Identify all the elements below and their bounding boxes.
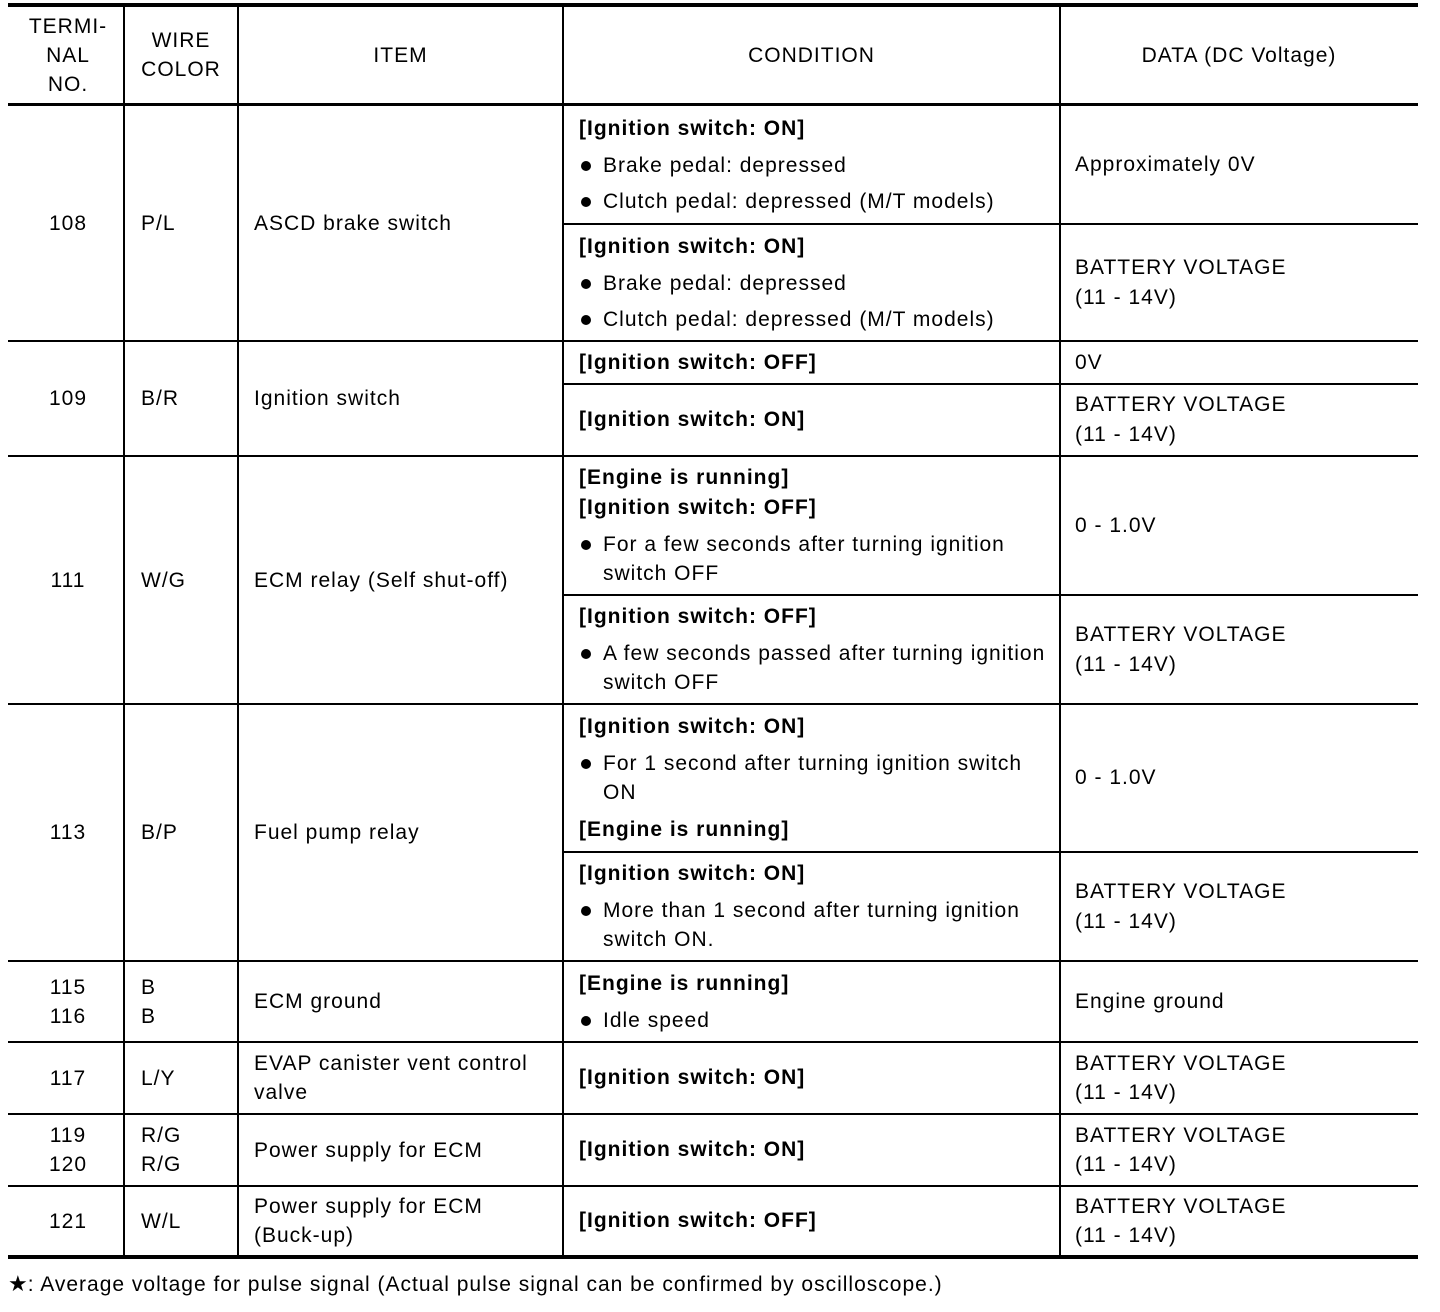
bullet-dot-icon <box>581 1016 591 1026</box>
condition-bullet-text: For 1 second after turning ignition switch ON <box>603 751 1023 804</box>
terminal-no-cell <box>8 106 124 340</box>
wire-color-cell <box>124 962 238 1041</box>
bullet-dot-icon <box>581 315 591 325</box>
condition-heading: [Ignition switch: ON] <box>579 408 806 431</box>
wire-color: W/G <box>141 568 186 592</box>
terminal-no: 119 <box>49 1124 87 1147</box>
bullet-dot-icon <box>581 759 591 769</box>
data-value: 0V <box>1075 350 1103 374</box>
data-cell <box>1060 1043 1418 1113</box>
item-name: ECM ground <box>254 990 382 1013</box>
wire-color: P/L <box>141 211 176 235</box>
terminal-no-cell <box>8 1043 124 1113</box>
data-cell <box>1060 342 1418 383</box>
data-value: BATTERY VOLTAGE (11 - 14V) <box>1075 1052 1287 1104</box>
data-cell <box>1060 1187 1418 1255</box>
wire-color-cell <box>124 457 238 703</box>
terminal-no: 120 <box>48 1153 88 1176</box>
footnote-text: : Average voltage for pulse signal (Actual pulse signal can be confirmed by oscilloscope.) <box>27 1273 943 1296</box>
wire-color: B/R <box>141 387 180 410</box>
data-cell <box>1060 596 1418 703</box>
condition-bullet-text: Brake pedal: depressed <box>603 271 847 295</box>
condition-heading: [Ignition switch: ON] <box>579 862 806 885</box>
condition-heading: [Ignition switch: ON] <box>579 1066 806 1089</box>
item-name: EVAP canister vent control valve <box>254 1052 528 1104</box>
condition-cell <box>563 1115 1060 1185</box>
data-cell <box>1060 106 1418 223</box>
condition-bullet-text: Idle speed <box>603 1008 710 1032</box>
condition-cell <box>563 225 1060 340</box>
wire-color-cell <box>124 342 238 455</box>
terminal-no: 115 <box>49 975 87 999</box>
condition-bullet-text: Clutch pedal: depressed (M/T models) <box>603 189 995 213</box>
wire-color: R/G <box>141 1124 182 1147</box>
bullet-dot-icon <box>581 161 591 171</box>
header-terminal-no-label: TERMI- NAL NO. <box>28 14 108 96</box>
wire-color: B/P <box>141 821 178 844</box>
item-name: Ignition switch <box>254 387 401 410</box>
item-name: Power supply for ECM <box>254 1138 483 1162</box>
data-value: 0 - 1.0V <box>1075 766 1157 789</box>
table-bottom-rule <box>8 1255 1418 1259</box>
terminal-no-cell <box>8 962 124 1041</box>
terminal-no: 108 <box>48 211 88 235</box>
condition-heading: [Ignition switch: OFF] <box>579 496 817 519</box>
condition-heading: [Engine is running] <box>579 817 790 841</box>
condition-bullet <box>579 305 995 334</box>
star-icon: ★ <box>8 1272 28 1297</box>
condition-heading: [Engine is running] <box>579 971 790 995</box>
item-name: ECM relay (Self shut-off) <box>254 568 509 592</box>
terminal-no: 109 <box>48 387 88 410</box>
condition-cell <box>563 385 1060 455</box>
terminal-no-cell <box>8 1115 124 1185</box>
terminal-no: 116 <box>49 1004 87 1028</box>
condition-heading: [Engine is running] <box>579 466 790 489</box>
terminal-no: 111 <box>50 568 86 592</box>
condition-bullet <box>579 530 1005 588</box>
condition-bullet-text: For a few seconds after turning ignition switch OFF <box>603 533 1005 585</box>
header-wire-color-label: WIRE COLOR <box>141 29 221 81</box>
data-value: BATTERY VOLTAGE (11 - 14V) <box>1075 1195 1287 1247</box>
data-value: BATTERY VOLTAGE (11 - 14V) <box>1075 255 1287 309</box>
condition-bullet-text: Clutch pedal: depressed (M/T models) <box>603 307 995 331</box>
condition-heading: [Ignition switch: ON] <box>579 116 806 140</box>
bullet-dot-icon <box>581 906 591 916</box>
wire-color-cell <box>124 1187 238 1255</box>
condition-bullet <box>579 151 995 180</box>
condition-cell <box>563 853 1060 960</box>
item-name: Power supply for ECM (Buck-up) <box>254 1195 483 1247</box>
condition-cell <box>563 962 1060 1041</box>
terminal-no-cell <box>8 705 124 960</box>
terminal-no-cell <box>8 457 124 703</box>
condition-cell <box>563 342 1060 383</box>
wire-color: B <box>141 975 157 999</box>
data-cell <box>1060 225 1418 340</box>
wire-color: L/Y <box>141 1066 176 1090</box>
terminal-no-cell <box>8 342 124 455</box>
item-cell <box>238 1115 563 1185</box>
header-data-label: DATA (DC Voltage) <box>1141 43 1337 67</box>
terminal-no-cell <box>8 1187 124 1255</box>
condition-heading: [Ignition switch: ON] <box>579 234 806 258</box>
data-cell <box>1060 962 1418 1041</box>
condition-heading: [Ignition switch: OFF] <box>579 350 817 374</box>
wire-color: W/L <box>141 1209 182 1233</box>
item-cell <box>238 457 563 703</box>
condition-cell <box>563 106 1060 223</box>
wire-color-cell <box>124 705 238 960</box>
condition-heading: [Ignition switch: ON] <box>579 714 806 738</box>
condition-cell <box>563 596 1060 703</box>
header-wire-color <box>124 7 238 103</box>
condition-bullet-text: Brake pedal: depressed <box>603 153 847 177</box>
data-cell <box>1060 457 1418 594</box>
terminal-no: 121 <box>48 1209 88 1233</box>
header-condition-label: CONDITION <box>748 43 875 67</box>
condition-cell <box>563 1187 1060 1255</box>
condition-cell <box>563 705 1060 851</box>
item-name: ASCD brake switch <box>254 211 452 235</box>
wire-color: B <box>141 1004 157 1028</box>
item-cell <box>238 342 563 455</box>
footnote <box>8 1270 943 1300</box>
wire-color-cell <box>124 1115 238 1185</box>
item-cell <box>238 1187 563 1255</box>
item-cell <box>238 962 563 1041</box>
data-value: BATTERY VOLTAGE (11 - 14V) <box>1075 622 1287 676</box>
header-condition <box>563 7 1060 103</box>
condition-bullet <box>579 187 995 216</box>
condition-bullet <box>579 639 1045 697</box>
terminal-no: 117 <box>49 1066 87 1090</box>
header-terminal-no <box>8 7 124 103</box>
data-cell <box>1060 853 1418 960</box>
data-cell <box>1060 1115 1418 1185</box>
data-value: BATTERY VOLTAGE (11 - 14V) <box>1075 393 1287 446</box>
item-cell <box>238 106 563 340</box>
bullet-dot-icon <box>581 279 591 289</box>
data-value: BATTERY VOLTAGE (11 - 14V) <box>1075 879 1287 933</box>
condition-cell <box>563 1043 1060 1113</box>
header-data <box>1060 7 1418 103</box>
wire-color: R/G <box>141 1153 182 1176</box>
condition-bullet-text: More than 1 second after turning ignition switch ON. <box>603 899 1020 951</box>
condition-bullet-text: A few seconds passed after turning ignition switch OFF <box>603 642 1046 694</box>
condition-heading: [Ignition switch: OFF] <box>579 605 817 628</box>
bullet-dot-icon <box>581 197 591 207</box>
data-value: Approximately 0V <box>1075 152 1256 176</box>
condition-cell <box>563 457 1060 594</box>
item-cell <box>238 1043 563 1113</box>
header-item-label: ITEM <box>373 43 428 67</box>
terminal-no: 113 <box>49 821 87 844</box>
condition-bullet <box>579 269 995 298</box>
condition-bullet <box>579 1006 789 1035</box>
condition-heading: [Ignition switch: OFF] <box>579 1209 817 1232</box>
condition-bullet <box>579 896 1020 954</box>
data-value: Engine ground <box>1075 989 1225 1013</box>
data-value: BATTERY VOLTAGE (11 - 14V) <box>1075 1124 1287 1176</box>
wire-color-cell <box>124 1043 238 1113</box>
header-item <box>238 7 563 103</box>
data-cell <box>1060 705 1418 851</box>
condition-heading: [Ignition switch: ON] <box>579 1138 806 1161</box>
condition-bullet <box>579 749 1022 807</box>
item-name: Fuel pump relay <box>254 821 420 844</box>
data-cell <box>1060 385 1418 455</box>
bullet-dot-icon <box>581 649 591 659</box>
wire-color-cell <box>124 106 238 340</box>
bullet-dot-icon <box>581 540 591 550</box>
data-value: 0 - 1.0V <box>1075 513 1157 537</box>
item-cell <box>238 705 563 960</box>
